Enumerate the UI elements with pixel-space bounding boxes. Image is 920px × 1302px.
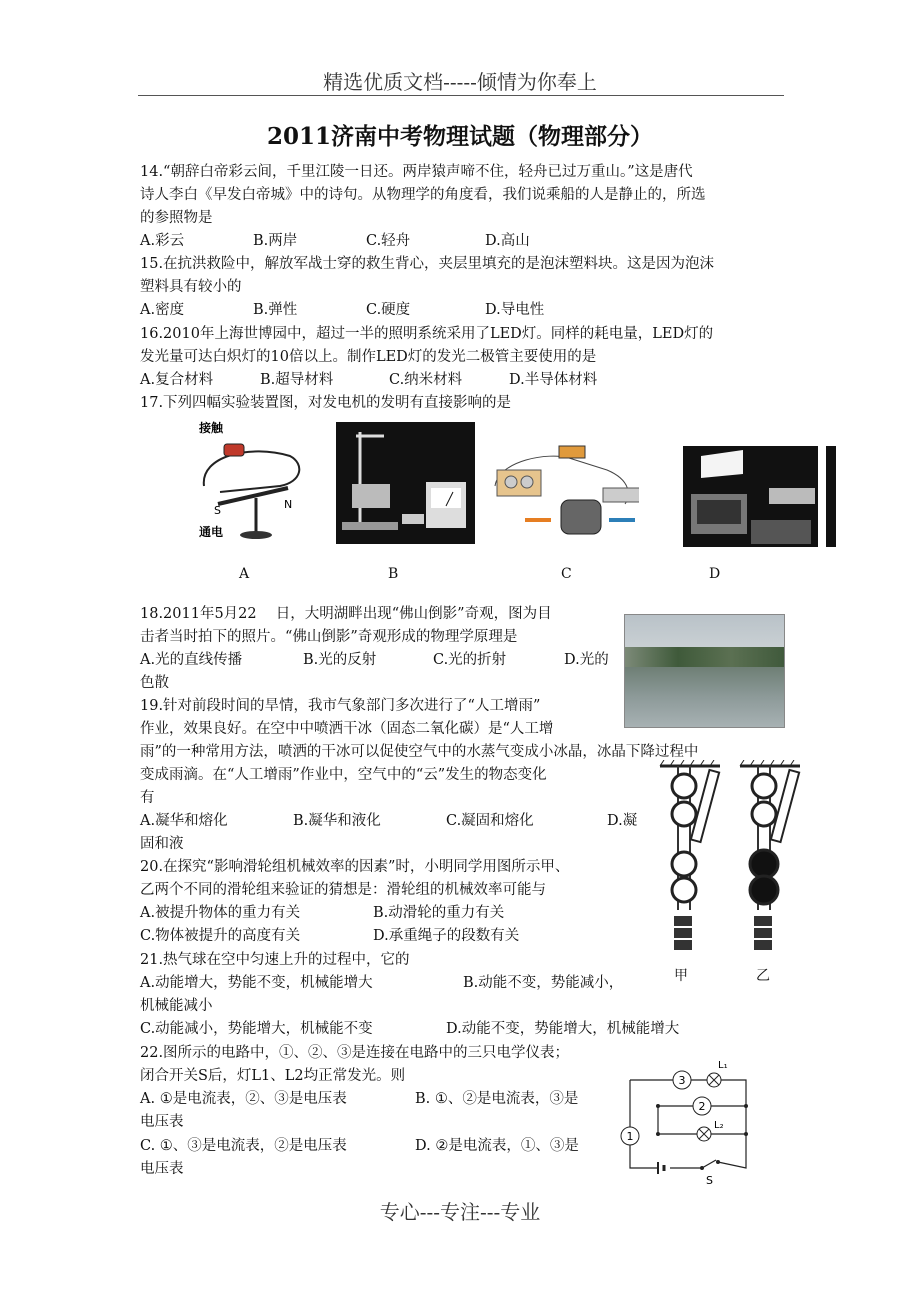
q16-option-c: C.纳米材料	[389, 372, 463, 388]
q19-line-5: 有	[140, 790, 155, 806]
figure-a-label-bottom: 通电	[199, 525, 224, 539]
figure-c-electromagnet	[489, 440, 639, 542]
q16-option-b: B.超导材料	[260, 372, 334, 388]
pulley-label-yi: 乙	[756, 968, 770, 984]
q15-option-c: C.硬度	[366, 302, 411, 318]
pulley-systems-figure	[650, 760, 810, 958]
figure-label-d: D	[709, 566, 721, 582]
q19-option-d: D.凝	[607, 813, 638, 829]
q20-line-2: 乙两个不同的滑轮组来验证的猜想是：滑轮组的机械效率可能与	[140, 882, 546, 898]
page-footer: 专心---专注---专业	[379, 1200, 541, 1224]
q18-option-d-wrap: 色散	[140, 675, 169, 691]
q14-line-3: 的参照物是	[140, 210, 213, 226]
q19-line-3: 雨”的一种常用方法，喷洒的干冰可以促使空气中的水蒸气变成小冰晶，冰晶下降过程中	[140, 744, 699, 760]
q21-option-c: C.动能减小，势能增大，机械能不变	[140, 1021, 373, 1037]
document-title: 2011济南中考物理试题（物理部分）	[266, 123, 653, 150]
q16-line-2: 发光量可达白炽灯的10倍以上。制作LED灯的发光二极管主要使用的是	[140, 349, 597, 365]
q22-option-b-wrap: 电压表	[140, 1114, 184, 1130]
figure-d-motor	[683, 446, 838, 547]
q21-option-b-wrap: 机械能减小	[140, 998, 213, 1014]
q20-line-1: 20.在探究“影响滑轮组机械效率的因素”时，小明同学用图所示甲、	[140, 859, 570, 875]
q14-line-2: 诗人李白《早发白帝城》中的诗句。从物理学的角度看，我们说乘船的人是静止的，所选	[140, 187, 706, 203]
q15-option-b: B.弹性	[253, 302, 298, 318]
pulley-label-jia: 甲	[674, 968, 688, 984]
q19-line-2: 作业，效果良好。在空中中喷洒干冰（固态二氧化碳）是“人工增	[140, 721, 554, 737]
q17-line: 17.下列四幅实验装置图，对发电机的发明有直接影响的是	[140, 395, 512, 411]
q15-line-2: 塑料具有较小的	[140, 279, 242, 295]
q19-option-d-wrap: 固和液	[140, 836, 184, 852]
q14-line-1: 14.“朝辞白帝彩云间，千里江陵一日还。两岸猿声啼不住，轻舟已过万重山。”这是唐代	[140, 164, 693, 180]
figure-a-label-n: N	[284, 498, 293, 511]
q18-line-2: 击者当时拍下的照片。“佛山倒影”奇观形成的物理学原理是	[140, 629, 518, 645]
q18-option-b: B.光的反射	[303, 652, 377, 668]
q16-option-a: A.复合材料	[140, 372, 214, 388]
q22-option-b: B. ①、②是电流表，③是	[415, 1091, 579, 1107]
q14-option-a: A.彩云	[140, 233, 185, 249]
q22-line-2: 闭合开关S后，灯L1、L2均正常发光。则	[140, 1068, 406, 1084]
q21-option-b: B.动能不变，势能减小，	[463, 975, 624, 991]
circuit-diagram	[618, 1050, 754, 1186]
q21-option-a: A.动能增大，势能不变，机械能增大	[140, 975, 373, 991]
lamp-l1-label: L₁	[718, 1060, 728, 1071]
meter-3-label: 3	[678, 1074, 686, 1087]
q16-option-d: D.半导体材料	[509, 372, 598, 388]
figure-a-label-s: S	[214, 504, 221, 517]
q18-option-d: D.光的	[564, 652, 609, 668]
q14-option-d: D.高山	[485, 233, 530, 249]
q19-option-a: A.凝华和熔化	[140, 813, 228, 829]
q19-line-1: 19.针对前段时间的旱情，我市气象部门多次进行了“人工增雨”	[140, 698, 541, 714]
figure-a-label-top: 接触	[199, 421, 224, 435]
figure-a-oersted	[190, 416, 310, 544]
q19-option-c: C.凝固和熔化	[446, 813, 534, 829]
switch-label: S	[706, 1174, 713, 1186]
figure-label-b: B	[388, 566, 399, 582]
lamp-l2-label: L₂	[714, 1120, 724, 1131]
meter-1-label: 1	[626, 1130, 634, 1143]
meter-2-label: 2	[698, 1100, 706, 1113]
q20-option-b: B.动滑轮的重力有关	[373, 905, 505, 921]
q15-line-1: 15.在抗洪救险中，解放军战士穿的救生背心，夹层里填充的是泡沫塑料块。这是因为泡沫	[140, 256, 715, 272]
lake-reflection-photo	[624, 614, 785, 728]
page-header: 精选优质文档-----倾情为你奉上	[323, 70, 597, 94]
q21-option-d: D.动能不变，势能增大，机械能增大	[446, 1021, 680, 1037]
figure-label-c: C	[561, 566, 572, 582]
q22-option-d: D. ②是电流表，①、③是	[415, 1138, 579, 1154]
q19-option-b: B.凝华和液化	[293, 813, 381, 829]
q18-option-c: C.光的折射	[433, 652, 507, 668]
q14-option-b: B.两岸	[253, 233, 298, 249]
q22-option-a: A. ①是电流表，②、③是电压表	[140, 1091, 347, 1107]
q14-option-c: C.轻舟	[366, 233, 411, 249]
header-divider	[138, 95, 784, 96]
q15-option-a: A.密度	[140, 302, 185, 318]
q20-option-c: C.物体被提升的高度有关	[140, 928, 301, 944]
q15-option-d: D.导电性	[485, 302, 545, 318]
q19-line-4: 变成雨滴。在“人工增雨”作业中，空气中的“云”发生的物态变化	[140, 767, 547, 783]
q22-line-1: 22.图所示的电路中，①、②、③是连接在电路中的三只电学仪表；	[140, 1045, 570, 1061]
q20-option-a: A.被提升物体的重力有关	[140, 905, 301, 921]
figure-label-a: A	[239, 566, 250, 582]
q22-option-c: C. ①、③是电流表，②是电压表	[140, 1138, 347, 1154]
q20-option-d: D.承重绳子的段数有关	[373, 928, 520, 944]
figure-b-induction	[336, 422, 475, 544]
q21-line: 21.热气球在空中匀速上升的过程中，它的	[140, 952, 410, 968]
q18-option-a: A.光的直线传播	[140, 652, 243, 668]
q16-line-1: 16.2010年上海世博园中，超过一半的照明系统采用了LED灯。同样的耗电量，LED灯的	[140, 326, 714, 342]
q18-line-1: 18.2011年5月22 日，大明湖畔出现“佛山倒影”奇观，图为目	[140, 606, 552, 622]
q22-option-d-wrap: 电压表	[140, 1161, 184, 1177]
